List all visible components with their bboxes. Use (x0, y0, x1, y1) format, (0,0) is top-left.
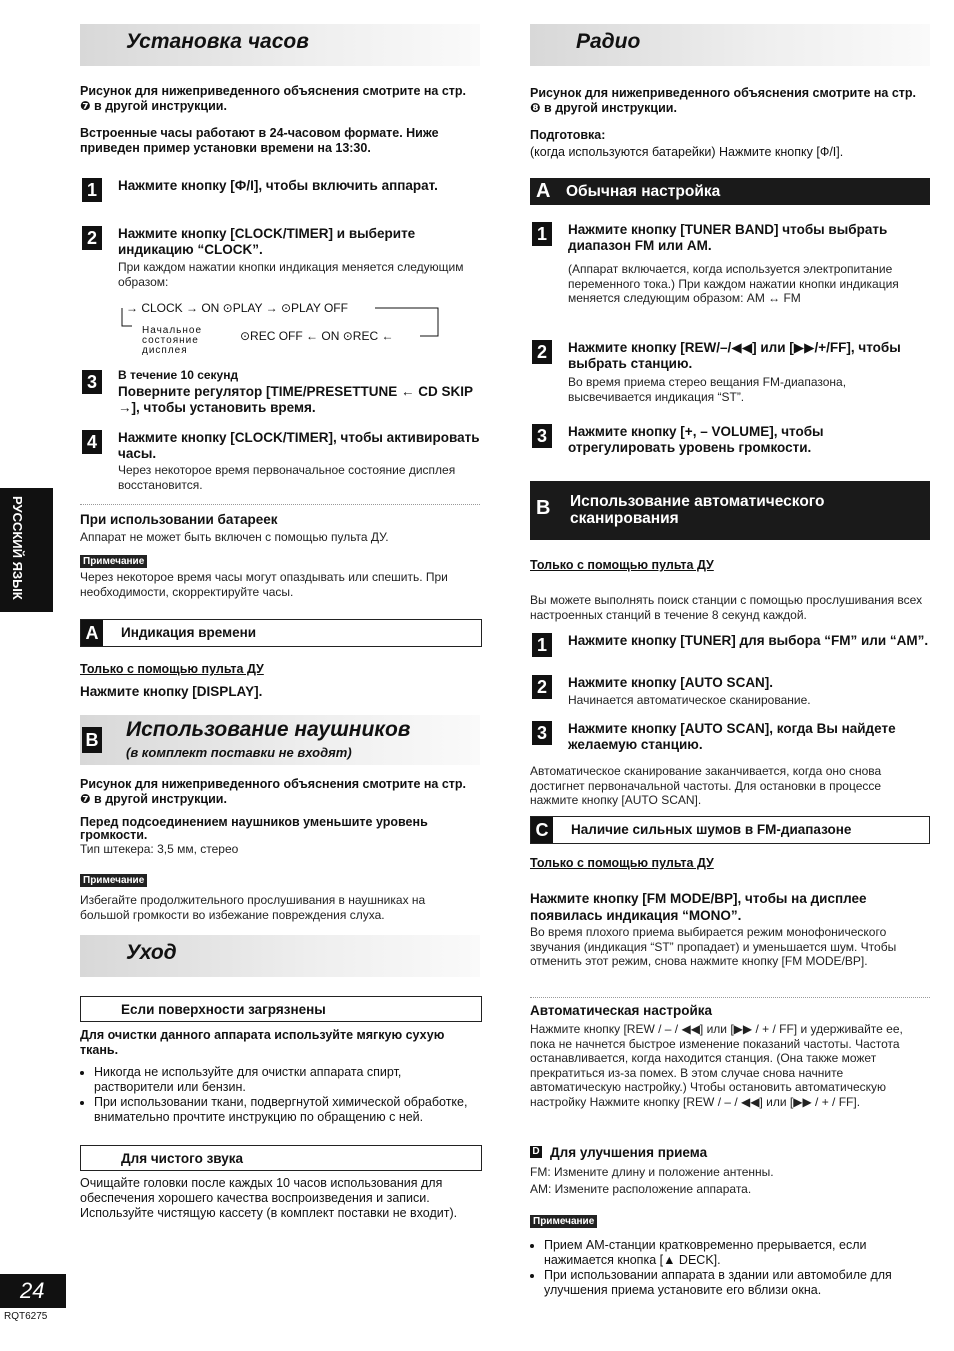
radio-note-2: • При использовании аппарата в здании или автомобиле для улучшения приема установите его вблизи окна. (544, 1268, 930, 1298)
clock-step-2-text: Нажмите кнопку [CLOCK/TIMER] и выберите индикацию “CLOCK”. (118, 226, 416, 257)
note-1: Через некоторое время часы могут опаздывать или спешить. При необходимости, скорректируйте часы. (80, 570, 448, 599)
radio-step-a3-text: Нажмите кнопку [+, – VOLUME], чтобы отрегулировать уровень громкости. (568, 424, 824, 455)
cycle-row-2: ⊙REC OFF ← ON ⊙REC ← (240, 329, 394, 343)
section-d-label: D (530, 1146, 542, 1158)
step-number: 1 (532, 633, 552, 657)
scan-step-2-note: Начинается автоматическое сканирование. (568, 693, 811, 707)
dirty-head: Если поверхности загрязнены (121, 1002, 326, 1017)
step-number: 2 (82, 226, 102, 250)
clock-step-2-note: При каждом нажатии кнопки индикация меняется следующим образом: (118, 260, 464, 289)
section-b-label: B (536, 497, 551, 519)
cycle-row-1: → CLOCK → ON ⊙PLAY → ⊙PLAY OFF (126, 301, 348, 315)
clock-step-3-text: Поверните регулятор [TIME/PRESETTUNE ← CD SKIP →], чтобы установить время. (118, 384, 473, 415)
step-number: 3 (532, 721, 552, 745)
dirty-head-box (80, 996, 482, 1022)
doc-code: RQT6275 (4, 1311, 48, 1322)
dirty-bullet-2: • При использовании ткани, подвергнутой химической обработке, внимательно прочтите инструкцию по обращению с ней. (94, 1095, 480, 1125)
box-a-label: A (81, 620, 103, 646)
step-number: 2 (532, 675, 552, 699)
clock-title: Установка часов (126, 30, 309, 53)
language-label: РУССКИЙ ЯЗЫК (10, 496, 25, 600)
box-c-title: Наличие сильных шумов в FM-диапазоне (571, 822, 852, 837)
phones-title: Использование наушников (126, 718, 411, 741)
clean-text: Очищайте головки после каждых 10 часов использования для обеспечения хорошего качества воспроизведения и записи. Используйте чистящую кассету (в комплект поставки не входит). (80, 1176, 458, 1220)
dirty-bullets (80, 1065, 480, 1125)
clean-head-box (80, 1145, 482, 1171)
dirty-text: Для очистки данного аппарата используйте мягкую сухую ткань. (80, 1028, 445, 1057)
clean-head: Для чистого звука (121, 1151, 244, 1166)
radio-step-a2-text: Нажмите кнопку [REW/–/◀◀] или [▶▶/+/FF], чтобы выбрать станцию. (568, 340, 901, 371)
battery-head: При использовании батареек (80, 512, 278, 527)
dirty-bullet-1: • Никогда не используйте для очистки аппарата спирт, растворители или бензин. (94, 1065, 480, 1095)
scan-end: Автоматическое сканирование заканчивается, когда оно снова достигнет первоначальной частоты. Для остановки в процессе нажмите кнопку [AUTO SCAN]. (530, 764, 882, 807)
section-a-header (530, 178, 930, 205)
clock-step-4-note: Через некоторое время первоначальное состояние дисплея восстановится. (118, 463, 456, 492)
radio-note-1: • Прием AM-станции кратковременно прерывается, если нажимается кнопка [▲ DECK]. (544, 1238, 930, 1268)
remote-only-3: Только с помощью пульта ДУ (530, 856, 714, 870)
display-button-text: Нажмите кнопку [DISPLAY]. (80, 684, 263, 699)
step-number: 2 (532, 340, 552, 364)
prep-text: (когда используются батарейки) Нажмите кнопку [Ф/I]. (530, 145, 844, 159)
remote-only-1: Только с помощью пульта ДУ (80, 662, 264, 676)
battery-text: Аппарат не может быть включен с помощью пульта ДУ. (80, 530, 389, 544)
phones-title-band (80, 715, 480, 765)
radio-step-a2-note: Во время приема стерео вещания FM-диапазона, высвечивается индикация “ST”. (568, 375, 847, 404)
care-title-band (80, 935, 480, 977)
clock-step-3-pre: В течение 10 секунд (118, 368, 239, 382)
step-number: 1 (82, 178, 102, 202)
note-2: Избегайте продолжительного прослушивания в наушниках на большой громкости во избежание повреждения слуха. (80, 893, 426, 922)
phones-label: B (82, 727, 102, 753)
phones-ref: Рисунок для нижеприведенного объяснения смотрите на стр. ❼ в другой инструкции. (80, 777, 467, 806)
section-b-title: Использование автоматического сканирования (570, 493, 825, 527)
phones-warn: Перед подсоединением наушников уменьшите уровень громкости. (80, 815, 428, 842)
box-a-title: Индикация времени (121, 625, 257, 640)
page-number: 24 (0, 1274, 66, 1308)
section-a-label: A (536, 180, 551, 202)
cycle-initial-state: Начальное состояние дисплея (142, 325, 203, 356)
scan-intro: Вы можете выполнять поиск станции с помощью прослушивания всех настроенных станций в течение 8 секунд каждой. (530, 593, 923, 622)
note-tag: Примечание (80, 555, 147, 568)
scan-step-1-text: Нажмите кнопку [TUNER] для выбора “FM” или “AM”. (568, 633, 929, 648)
box-c-noise (530, 816, 930, 844)
phones-sub: (в комплект поставки не входят) (126, 745, 352, 760)
clock-step-1-text: Нажмите кнопку [Ф/I], чтобы включить аппарат. (118, 178, 438, 193)
step-number: 3 (82, 370, 102, 394)
radio-title: Радио (576, 30, 641, 53)
radio-ref: Рисунок для нижеприведенного объяснения смотрите на стр. ❽ в другой инструкции. (530, 86, 917, 115)
divider (530, 997, 930, 998)
d-am: AM: Измените расположение аппарата. (530, 1182, 752, 1196)
scan-step-2-text: Нажмите кнопку [AUTO SCAN]. (568, 675, 774, 690)
divider (80, 504, 480, 505)
prep-label: Подготовка: (530, 128, 606, 142)
box-a-time (80, 619, 482, 647)
auto-tune-head: Автоматическая настройка (530, 1003, 713, 1018)
radio-notes (530, 1238, 930, 1298)
box-c-label: C (531, 817, 553, 843)
mono-button-text: Нажмите кнопку [FM MODE/BP], чтобы на дисплее появилась индикация “MONO”. (530, 891, 867, 923)
step-number: 4 (82, 430, 102, 454)
care-title: Уход (126, 941, 177, 964)
note-tag: Примечание (530, 1215, 597, 1228)
radio-step-a1-text: Нажмите кнопку [TUNER BAND] чтобы выбрать диапазон FM или AM. (568, 222, 888, 253)
note-tag: Примечание (80, 874, 147, 887)
step-number: 3 (532, 424, 552, 448)
section-d-title: Для улучшения приема (550, 1145, 708, 1160)
clock-step-4-text: Нажмите кнопку [CLOCK/TIMER], чтобы активировать часы. (118, 430, 480, 461)
section-b-header (530, 481, 930, 540)
phones-plug: Тип штекера: 3,5 мм, стерео (80, 842, 239, 856)
scan-step-3-text: Нажмите кнопку [AUTO SCAN], когда Вы найдете желаемую станцию. (568, 721, 896, 752)
remote-only-2: Только с помощью пульта ДУ (530, 558, 714, 572)
section-a-title: Обычная настройка (566, 183, 721, 200)
clock-title-band (80, 24, 480, 66)
clock-cycle-diagram (120, 300, 450, 360)
mono-text: Во время плохого приема выбирается режим монофонического звучания (индикация “ST” пропадает) и уменьшается шум. Чтобы отменить этот режим, снова нажмите кнопку [FM MODE/BP]. (530, 925, 897, 968)
language-side-tab (0, 488, 53, 612)
d-fm: FM: Измените длину и положение антенны. (530, 1165, 774, 1179)
clock-ref: Рисунок для нижеприведенного объяснения смотрите на стр. ❼ в другой инструкции. (80, 84, 467, 113)
radio-title-band (530, 24, 930, 66)
auto-tune-text: Нажмите кнопку [REW / – / ◀◀] или [▶▶ / + / FF] и удерживайте ее, пока не начнется быстрое изменение показаний частоты. Частота останавливается, когда находится станция. (Она также может прекратиться из-за помех. В этом случае снова начните автоматическую настройку.) Чтобы остановить автоматическую настройку Нажмите кнопку [REW / – / ◀◀] или [▶▶ / + / FF]. (530, 1022, 903, 1109)
radio-step-a1-note: (Аппарат включается, когда используется электропитание переменного тока.) При каждом нажатии кнопки индикация меняется следующим образом: AM ↔ FM (568, 262, 899, 305)
step-number: 1 (532, 222, 552, 246)
clock-intro: Встроенные часы работают в 24-часовом формате. Ниже приведен пример установки времени на 13:30. (80, 126, 439, 155)
